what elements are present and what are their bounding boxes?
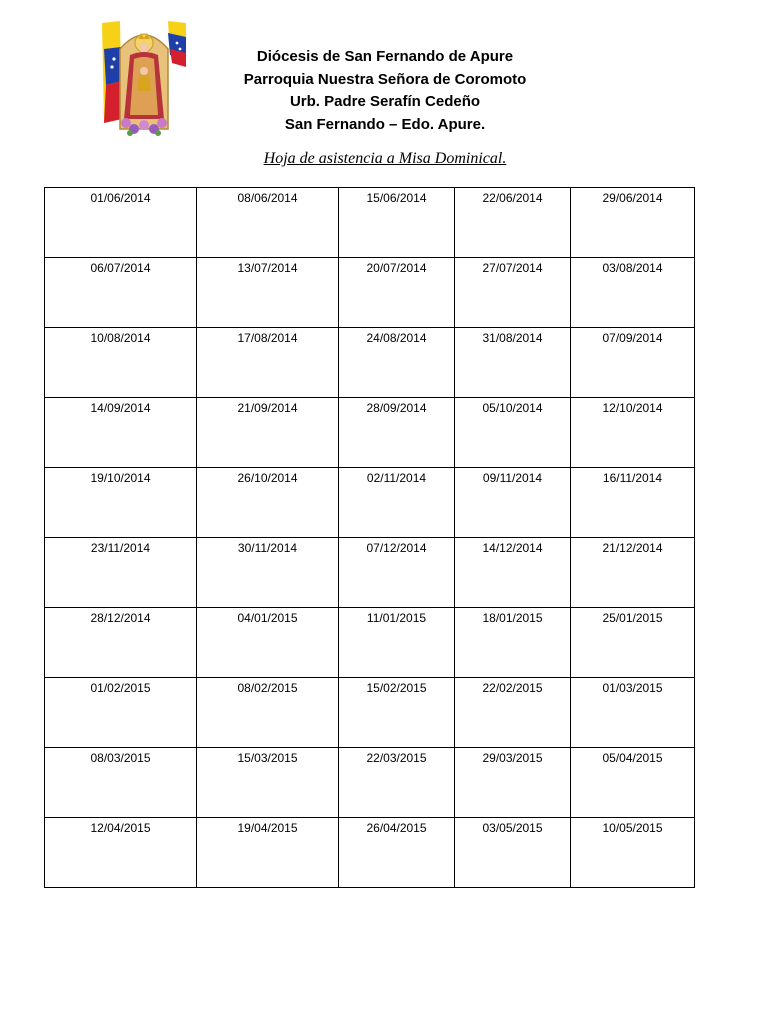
- sunday-date: 15/03/2015: [237, 751, 298, 765]
- sunday-date: 07/12/2014: [366, 541, 427, 555]
- attendance-cell: [197, 398, 339, 468]
- sunday-date: 12/04/2015: [90, 821, 151, 835]
- attendance-table: [44, 187, 695, 888]
- attendance-cell: [45, 608, 197, 678]
- attendance-cell: [339, 468, 455, 538]
- sunday-date: 19/10/2014: [90, 471, 151, 485]
- sunday-date: 10/08/2014: [90, 331, 151, 345]
- attendance-cell: [197, 328, 339, 398]
- attendance-cell: [571, 538, 695, 608]
- sunday-date: 31/08/2014: [482, 331, 543, 345]
- attendance-cell: [571, 608, 695, 678]
- sunday-date: 05/04/2015: [602, 751, 663, 765]
- sunday-date: 28/12/2014: [90, 611, 151, 625]
- sunday-date: 05/10/2014: [482, 401, 543, 415]
- sunday-date: 03/05/2015: [482, 821, 543, 835]
- attendance-cell: [339, 678, 455, 748]
- sunday-date: 26/10/2014: [237, 471, 298, 485]
- attendance-cell: [339, 328, 455, 398]
- attendance-cell: [197, 538, 339, 608]
- attendance-cell: [571, 748, 695, 818]
- sunday-date: 11/01/2015: [366, 611, 427, 625]
- sunday-date: 04/01/2015: [237, 611, 298, 625]
- sunday-date: 22/06/2014: [482, 191, 543, 205]
- attendance-cell: [571, 678, 695, 748]
- sunday-date: 15/06/2014: [366, 191, 427, 205]
- attendance-cell: [455, 678, 571, 748]
- table-row: [45, 468, 695, 538]
- attendance-cell: [339, 258, 455, 328]
- sunday-date: 06/07/2014: [90, 261, 151, 275]
- sunday-date: 22/03/2015: [366, 751, 427, 765]
- sunday-date: 01/02/2015: [90, 681, 151, 695]
- table-row: [45, 818, 695, 888]
- attendance-cell: [45, 538, 197, 608]
- sunday-date: 14/12/2014: [482, 541, 543, 555]
- table-row: [45, 748, 695, 818]
- document-header: [190, 46, 580, 136]
- table-row: [45, 258, 695, 328]
- attendance-cell: [455, 538, 571, 608]
- attendance-cell: [197, 678, 339, 748]
- sunday-date: 16/11/2014: [602, 471, 663, 485]
- sunday-date: 17/08/2014: [237, 331, 298, 345]
- attendance-cell: [339, 608, 455, 678]
- table-row: [45, 328, 695, 398]
- sunday-date: 08/02/2015: [237, 681, 298, 695]
- sunday-date: 21/09/2014: [237, 401, 298, 415]
- attendance-cell: [45, 188, 197, 258]
- attendance-cell: [339, 538, 455, 608]
- sunday-date: 07/09/2014: [602, 331, 663, 345]
- sunday-date: 25/01/2015: [602, 611, 663, 625]
- sunday-date: 13/07/2014: [237, 261, 298, 275]
- attendance-cell: [339, 748, 455, 818]
- sunday-date: 23/11/2014: [90, 541, 151, 555]
- document-subtitle: Hoja de asistencia a Misa Dominical.: [263, 150, 507, 167]
- attendance-cell: [197, 748, 339, 818]
- sunday-date: 12/10/2014: [602, 401, 663, 415]
- attendance-cell: [45, 678, 197, 748]
- sunday-date: 29/03/2015: [482, 751, 543, 765]
- attendance-cell: [455, 398, 571, 468]
- table-row: [45, 538, 695, 608]
- attendance-cell: [45, 258, 197, 328]
- parish-line: Parroquia Nuestra Señora de Coromoto: [243, 70, 527, 88]
- attendance-cell: [339, 188, 455, 258]
- diocese-line: Diócesis de San Fernando de Apure: [256, 48, 514, 65]
- sunday-date: 14/09/2014: [90, 401, 151, 415]
- virgin-of-coromoto-image: [100, 19, 188, 139]
- attendance-cell: [45, 818, 197, 888]
- attendance-cell: [455, 328, 571, 398]
- sunday-date: 08/06/2014: [237, 191, 298, 205]
- attendance-cell: [571, 328, 695, 398]
- attendance-cell: [339, 398, 455, 468]
- attendance-cell: [197, 468, 339, 538]
- sunday-date: 29/06/2014: [602, 191, 663, 205]
- sunday-date: 24/08/2014: [366, 331, 427, 345]
- table-row: [45, 608, 695, 678]
- sunday-date: 10/05/2015: [602, 821, 663, 835]
- city-line: San Fernando – Edo. Apure.: [284, 115, 486, 133]
- sunday-date: 18/01/2015: [482, 611, 543, 625]
- attendance-cell: [45, 748, 197, 818]
- sunday-date: 27/07/2014: [482, 261, 543, 275]
- attendance-cell: [45, 398, 197, 468]
- sunday-date: 08/03/2015: [90, 751, 151, 765]
- sunday-date: 22/02/2015: [482, 681, 543, 695]
- attendance-cell: [571, 468, 695, 538]
- table-row: [45, 188, 695, 258]
- attendance-cell: [571, 188, 695, 258]
- sunday-date: 28/09/2014: [366, 401, 427, 415]
- sunday-date: 21/12/2014: [602, 541, 663, 555]
- sunday-date: 03/08/2014: [602, 261, 663, 275]
- sunday-date: 01/03/2015: [602, 681, 663, 695]
- attendance-cell: [455, 748, 571, 818]
- attendance-cell: [455, 258, 571, 328]
- attendance-cell: [45, 328, 197, 398]
- attendance-cell: [455, 188, 571, 258]
- sunday-date: 19/04/2015: [237, 821, 298, 835]
- attendance-cell: [571, 398, 695, 468]
- attendance-cell: [455, 818, 571, 888]
- sunday-date: 02/11/2014: [366, 471, 427, 485]
- attendance-cell: [45, 468, 197, 538]
- address-line: Urb. Padre Serafín Cedeño: [289, 93, 481, 110]
- table-row: [45, 398, 695, 468]
- sunday-date: 09/11/2014: [482, 471, 543, 485]
- attendance-cell: [339, 818, 455, 888]
- attendance-cell: [197, 188, 339, 258]
- attendance-cell: [197, 818, 339, 888]
- sunday-date: 15/02/2015: [366, 681, 427, 695]
- sunday-date: 20/07/2014: [366, 261, 427, 275]
- attendance-cell: [197, 608, 339, 678]
- sunday-date: 30/11/2014: [237, 541, 298, 555]
- attendance-cell: [571, 818, 695, 888]
- table-row: [45, 678, 695, 748]
- attendance-cell: [571, 258, 695, 328]
- sunday-date: 26/04/2015: [366, 821, 427, 835]
- attendance-cell: [197, 258, 339, 328]
- logo-graphic: [100, 19, 188, 139]
- attendance-cell: [455, 608, 571, 678]
- attendance-cell: [455, 468, 571, 538]
- sunday-date: 01/06/2014: [90, 191, 151, 205]
